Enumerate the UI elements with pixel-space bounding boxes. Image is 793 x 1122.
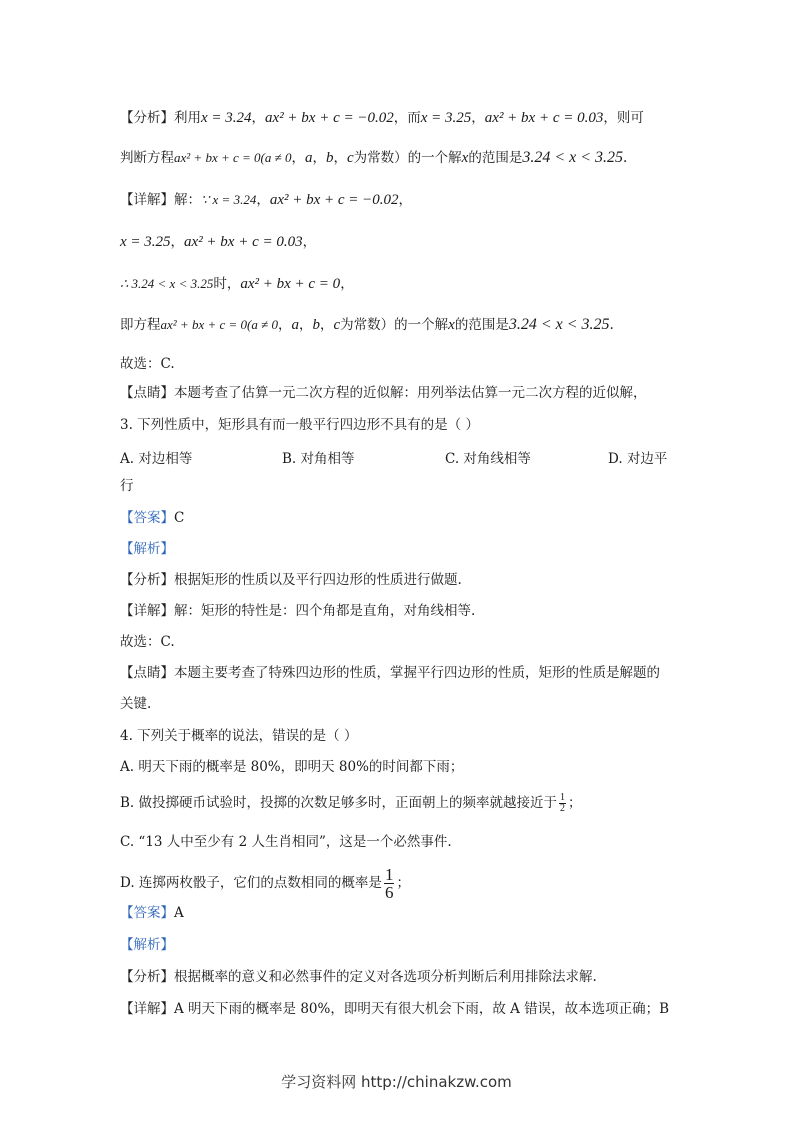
q2-comment: 【点睛】本题考查了估算一元二次方程的近似解：用列举法估算一元二次方程的近似解， <box>120 385 647 401</box>
answer-tag: 【答案】 <box>120 510 174 526</box>
q3-question: 3. 下列性质中，矩形具有而一般平行四边形不具有的是（ ） <box>120 417 479 433</box>
q3-detail: 【详解】解：矩形的特性是：四个角都是直角，对角线相等. <box>120 603 476 619</box>
q4-question: 4. 下列关于概率的说法，错误的是（ ） <box>120 728 358 744</box>
detail-tag: 【详解】 <box>120 192 174 208</box>
q3-comment-1: 【点睛】本题主要考查了特殊四边形的性质，掌握平行四边形的性质，矩形的性质是解题的 <box>120 665 660 681</box>
q3-option-c: C. 对角线相等 <box>445 451 531 467</box>
q2-choice: 故选：C. <box>120 356 175 372</box>
q3-comment-2: 关键. <box>120 696 152 712</box>
q2-analysis-line2: 判断方程ax² + bx + c = 0(a ≠ 0，a，b，c为常数）的一个解x的范围是3.24 < x < 3.25. <box>120 149 628 166</box>
fraction-one-sixth: $\frac{1}{6}$ <box>384 865 394 902</box>
q4-analysis: 【分析】根据概率的意义和必然事件的定义对各选项分析判断后利用排除法求解. <box>120 969 597 985</box>
q4-detail: 【详解】A 明天下雨的概率是 80%，即明天有很大机会下雨，故 A 错误，故本选项正确；B <box>120 1001 670 1017</box>
q3-explain-tag: 【解析】 <box>120 541 174 557</box>
q2-detail-line2: x = 3.25，ax² + bx + c = 0.03， <box>120 234 317 250</box>
q3-answer: 【答案】C <box>120 510 185 526</box>
analysis-tag: 【分析】 <box>120 110 174 126</box>
q3-analysis: 【分析】根据矩形的性质以及平行四边形的性质进行做题. <box>120 572 462 588</box>
q2-analysis-line1: 【分析】利用x = 3.24，ax² + bx + c = −0.02，而x = 3.25，ax² + bx + c = 0.03，则可 <box>120 110 644 126</box>
comment-tag: 【点睛】 <box>120 385 174 401</box>
q4-option-d: D. 连掷两枚骰子，它们的点数相同的概率是 $\frac{1}{6}$ ； <box>120 865 410 902</box>
q4-option-b: B. 做投掷硬币试验时，投掷的次数足够多时，正面朝上的频率就越接近于 $\frac{1}{2}$ ； <box>120 792 582 814</box>
fraction-one-half: $\frac{1}{2}$ <box>560 792 566 814</box>
q4-explain-tag: 【解析】 <box>120 937 174 953</box>
q4-answer: 【答案】A <box>120 905 184 921</box>
q2-detail-line3: ∴ 3.24 < x < 3.25时，ax² + bx + c = 0， <box>120 276 354 292</box>
q3-option-wrap: 行 <box>120 478 134 494</box>
q3-option-d: D. 对边平 <box>608 451 668 467</box>
q2-detail-line1: 【详解】解：∵ x = 3.24，ax² + bx + c = −0.02， <box>120 192 413 208</box>
footer-watermark: 学习资料网 http://chinakzw.com <box>281 1073 512 1091</box>
q4-option-a: A. 明天下雨的概率是 80%，即明天 80%的时间都下雨； <box>120 759 464 775</box>
q3-option-b: B. 对角相等 <box>282 451 355 467</box>
q4-option-c: C. “13 人中至少有 2 人生肖相同”，这是一个必然事件. <box>120 834 452 850</box>
q2-detail-line4: 即方程ax² + bx + c = 0(a ≠ 0，a，b，c为常数）的一个解x的范围是3.24 < x < 3.25. <box>120 316 614 333</box>
q3-option-a: A. 对边相等 <box>120 451 193 467</box>
q3-choice: 故选：C. <box>120 634 175 650</box>
